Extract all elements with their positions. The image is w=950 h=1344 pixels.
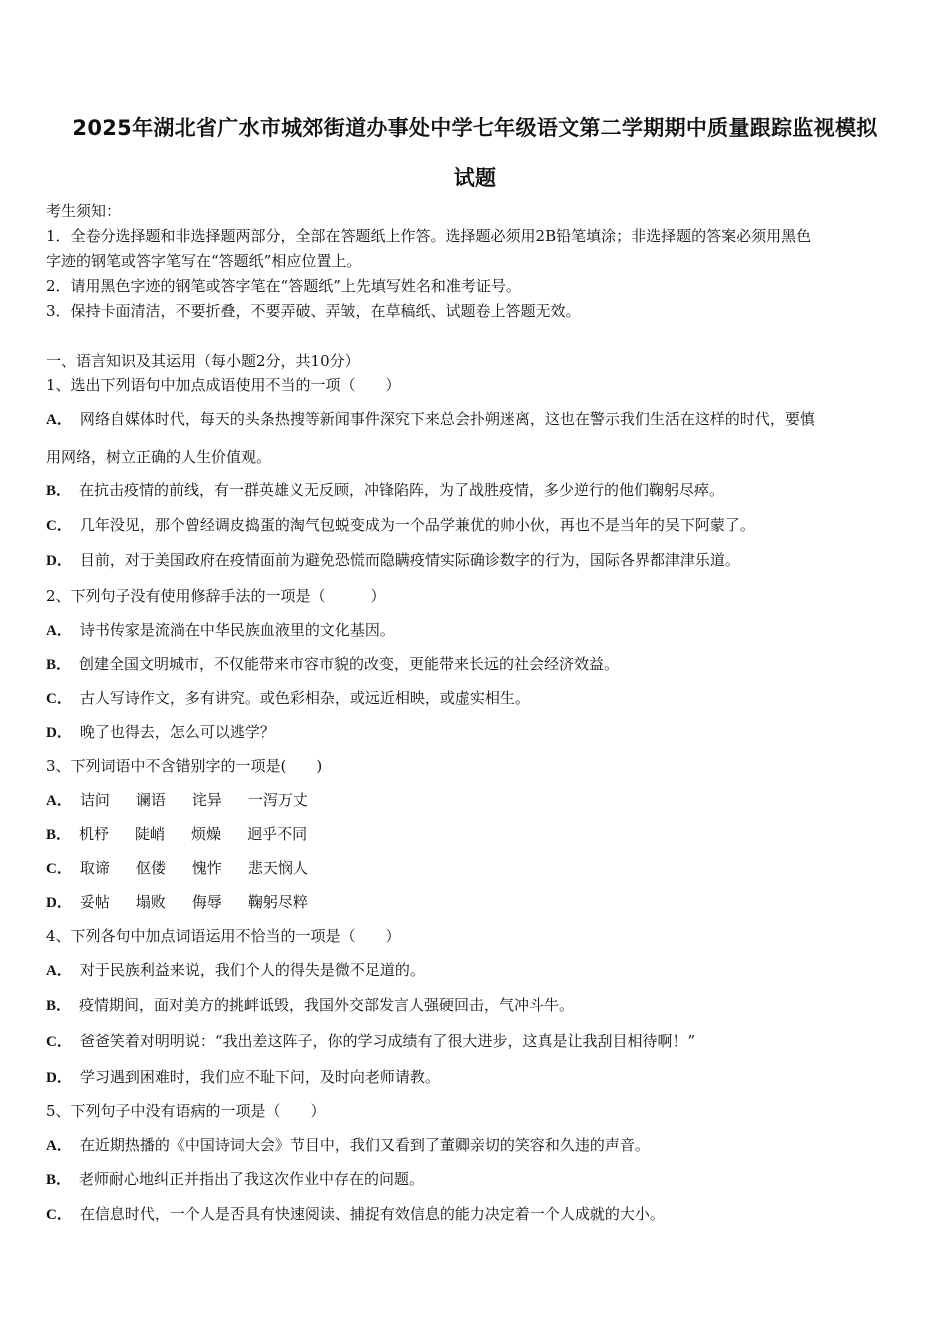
word: 烦燥 (191, 825, 222, 843)
question-4-option-d (46, 1066, 440, 1089)
option-letter: C． (46, 518, 72, 534)
word: 谰语 (135, 791, 166, 809)
word: 诧异 (191, 791, 222, 809)
option-letter: B． (46, 827, 72, 843)
option-text: 几年没见，那个曾经调皮捣蛋的淘气包蜕变成为一个品学兼优的帅小伙，再也不是当年的吴下阿蒙了。 (79, 516, 755, 534)
question-1-option-b (46, 479, 724, 502)
word: 妥帖 (79, 893, 110, 911)
option-text: 晚了也得去，怎么可以逃学？ (79, 723, 275, 741)
option-letter: A． (46, 963, 72, 979)
option-letter: A． (46, 412, 72, 428)
question-2-option-b (46, 653, 619, 676)
section-heading: 一、语言知识及其运用（每小题2分，共10分） (46, 352, 360, 370)
question-4-option-a (46, 959, 425, 982)
option-letter: C． (46, 1207, 72, 1223)
option-text: 在近期热播的《中国诗词大会》节目中，我们又看到了董卿亲切的笑容和久违的声音。 (79, 1136, 650, 1154)
word: 取谛 (79, 859, 110, 877)
question-2-stem: 2、下列句子没有使用修辞手法的一项是（ ） (46, 587, 386, 605)
option-letter: D． (46, 725, 72, 741)
option-letter: A． (46, 1138, 72, 1154)
option-text: 学习遇到困难时，我们应不耻下问，及时向老师请教。 (79, 1068, 440, 1086)
exam-title-line-2: 试题 (453, 166, 497, 190)
word: 愧怍 (191, 859, 222, 877)
notice-item-1-cont: 字迹的钢笔或答字笔写在“答题纸”相应位置上。 (46, 252, 362, 270)
option-text: 目前，对于美国政府在疫情面前为避免恐慌而隐瞒疫情实际确诊数字的行为，国际各界都津津乐道。 (79, 551, 740, 569)
question-5-option-c (46, 1203, 665, 1226)
option-text: 创建全国文明城市，不仅能带来市容市貌的改变，更能带来长远的社会经济效益。 (79, 655, 620, 673)
word: 悲天悯人 (247, 859, 308, 877)
option-text: 古人写诗作文，多有讲究。或色彩相杂，或远近相映，或虚实相生。 (79, 689, 530, 707)
notice-item-1: 1．全卷分选择题和非选择题两部分，全部在答题纸上作答。选择题必须用2B铅笔填涂；非选择题的答案必须用黑色 (46, 227, 812, 245)
question-3-stem: 3、下列词语中不含错别字的一项是( ) (46, 757, 323, 775)
option-letter: D． (46, 1070, 72, 1086)
question-3-option-d (46, 891, 308, 914)
question-2-option-d (46, 721, 275, 744)
question-5-stem: 5、下列句子中没有语病的一项是（ ） (46, 1102, 326, 1120)
option-text: 诗书传家是流淌在中华民族血液里的文化基因。 (79, 621, 395, 639)
question-4-stem: 4、下列各句中加点词语运用不恰当的一项是（ ） (46, 927, 401, 945)
word: 伛偻 (135, 859, 166, 877)
question-1-option-c (46, 514, 755, 537)
question-4-option-b (46, 994, 574, 1017)
option-letter: D． (46, 895, 72, 911)
question-5-option-a (46, 1134, 650, 1157)
option-letter: B． (46, 657, 72, 673)
option-letter: B． (46, 998, 72, 1014)
notice-heading: 考生须知： (46, 202, 122, 220)
question-1-option-a (46, 408, 815, 431)
option-letter: B． (46, 1172, 72, 1188)
question-1-option-a-cont: 用网络，树立正确的人生价值观。 (46, 448, 272, 466)
option-letter: A． (46, 793, 72, 809)
option-letter: C． (46, 1034, 72, 1050)
word: 机杼 (79, 825, 110, 843)
option-letter: A． (46, 623, 72, 639)
word: 迥乎不同 (247, 825, 308, 843)
question-2-option-a (46, 619, 395, 642)
option-text: 在抗击疫情的前线，有一群英雄义无反顾，冲锋陷阵，为了战胜疫情，多少逆行的他们鞠躬尽瘁。 (79, 481, 725, 499)
option-letter: B． (46, 483, 72, 499)
question-1-option-d (46, 549, 740, 572)
notice-item-2: 2．请用黑色字迹的钢笔或答字笔在“答题纸”上先填写姓名和准考证号。 (46, 277, 521, 295)
notice-item-3: 3．保持卡面清洁，不要折叠，不要弄破、弄皱，在草稿纸、试题卷上答题无效。 (46, 302, 581, 320)
option-text: 网络自媒体时代，每天的头条热搜等新闻事件深究下来总会扑朔迷离，这也在警示我们生活在这样的时代，要慎 (79, 410, 815, 428)
question-1-stem: 1、选出下列语句中加点成语使用不当的一项（ ） (46, 376, 401, 394)
option-letter: C． (46, 691, 72, 707)
option-letter: C． (46, 861, 72, 877)
word: 塌败 (135, 893, 166, 911)
question-4-option-c (46, 1030, 695, 1053)
option-text: 在信息时代，一个人是否具有快速阅读、捕捉有效信息的能力决定着一个人成就的大小。 (79, 1205, 665, 1223)
word: 诘问 (79, 791, 110, 809)
word: 陡峭 (135, 825, 166, 843)
option-text: 疫情期间，面对美方的挑衅诋毁，我国外交部发言人强硬回击，气冲斗牛。 (79, 996, 575, 1014)
option-text: 对于民族利益来说，我们个人的得失是微不足道的。 (79, 961, 425, 979)
option-letter: D． (46, 553, 72, 569)
word: 侮辱 (191, 893, 222, 911)
question-3-option-a (46, 789, 308, 812)
word: 鞠躬尽粹 (247, 893, 308, 911)
exam-title-line-1: 2025年湖北省广水市城郊街道办事处中学七年级语文第二学期期中质量跟踪监视模拟 (72, 116, 878, 140)
option-text: 老师耐心地纠正并指出了我这次作业中存在的问题。 (79, 1170, 425, 1188)
question-2-option-c (46, 687, 530, 710)
question-3-option-c (46, 857, 308, 880)
option-text: 爸爸笑着对明明说：“我出差这阵子，你的学习成绩有了很大进步，这真是让我刮目相待啊！” (79, 1032, 696, 1050)
question-5-option-b (46, 1168, 424, 1191)
word: 一泻万丈 (247, 791, 308, 809)
question-3-option-b (46, 823, 307, 846)
